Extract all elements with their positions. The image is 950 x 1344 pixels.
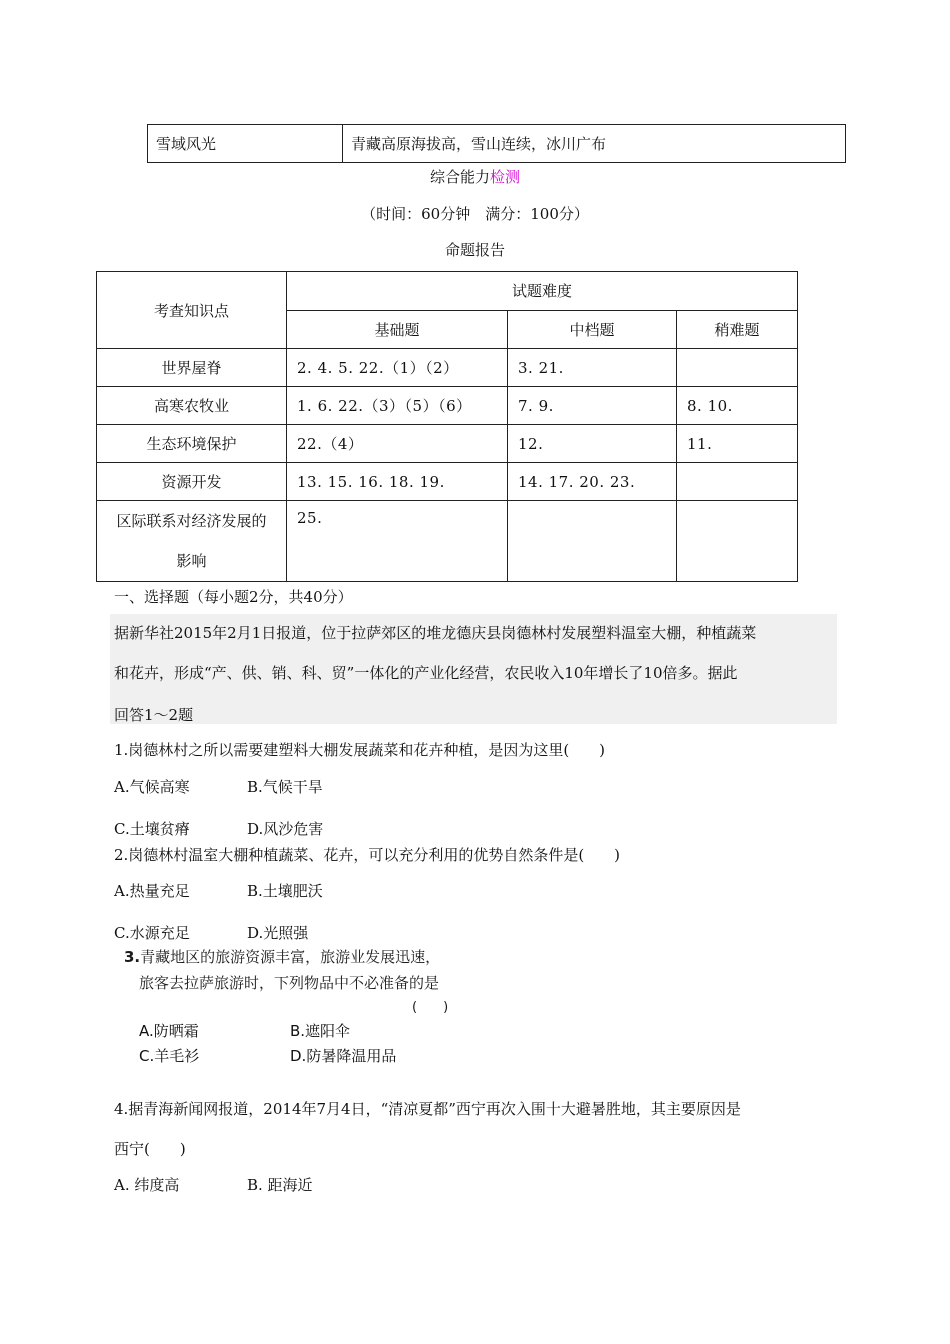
- q3-option-c: C.羊毛衫: [139, 1047, 200, 1065]
- q1-option-c: C.土壤贫瘠: [114, 820, 190, 838]
- top-table-right-cell: 青藏高原海拔高，雪山连续，冰川广布: [343, 125, 846, 163]
- passage-line1: 据新华社2015年2月1日报道，位于拉萨郊区的堆龙德庆县岗德林村发展塑料温室大棚，种植蔬菜: [114, 624, 757, 642]
- row-topic: 资源开发: [97, 463, 287, 501]
- row-topic: [97, 501, 287, 582]
- part1-heading: 一、选择题（每小题2分，共40分）: [114, 588, 353, 606]
- row-hard: [677, 501, 798, 582]
- q3-line1: [124, 946, 440, 967]
- level-hard: 稍难题: [677, 310, 798, 349]
- q2-stem: 2.岗德林村温室大棚种植蔬菜、花卉，可以充分利用的优势自然条件是( ): [114, 846, 621, 864]
- time-line: （时间：60分钟 满分：100分）: [361, 205, 589, 223]
- row-hard: [677, 463, 798, 501]
- q4-option-b: B. 距海近: [247, 1176, 313, 1194]
- row-topic-line1: 区际联系对经济发展的: [116, 512, 267, 530]
- section-title-highlight: 检测: [490, 168, 521, 186]
- row-mid: 3. 21.: [508, 349, 677, 387]
- row-hard: [677, 349, 798, 387]
- row-topic: 生态环境保护: [97, 425, 287, 463]
- row-topic: 世界屋脊: [97, 349, 287, 387]
- table-row: [97, 463, 798, 501]
- q3-line2: 旅客去拉萨旅游时，下列物品中不必准备的是: [139, 974, 440, 992]
- q2-option-b: B.土壤肥沃: [247, 882, 323, 900]
- row-basic: 13. 15. 16. 18. 19.: [287, 463, 508, 501]
- table-row: [97, 425, 798, 463]
- q1-stem: 1.岗德林村之所以需要建塑料大棚发展蔬菜和花卉种植，是因为这里( ): [114, 741, 606, 759]
- q3-option-a: A.防晒霜: [139, 1022, 199, 1040]
- passage-line3: 回答1～2题: [114, 706, 194, 724]
- q2-option-c: C.水源充足: [114, 924, 190, 942]
- report-title: 命题报告: [444, 241, 505, 259]
- q4-line1: 4.据青海新闻网报道，2014年7月4日，“清凉夏都”西宁再次入围十大避暑胜地，其主要原因是: [114, 1100, 741, 1118]
- report-table: [96, 271, 798, 582]
- row-mid: 7. 9.: [508, 387, 677, 425]
- row-topic-line2: 影响: [176, 552, 207, 570]
- q1-option-a: A.气候高寒: [114, 778, 190, 796]
- row-topic: 高寒农牧业: [97, 387, 287, 425]
- row-basic: 2. 4. 5. 22.（1）（2）: [287, 349, 508, 387]
- level-basic: 基础题: [287, 310, 508, 349]
- q4-line2: 西宁( ): [114, 1140, 186, 1158]
- q3-text-line1: 青藏地区的旅游资源丰富，旅游业发展迅速，: [140, 948, 441, 966]
- q2-option-a: A.热量充足: [114, 882, 190, 900]
- row-mid: [508, 501, 677, 582]
- table-row: [97, 387, 798, 425]
- q3-option-b: B.遮阳伞: [290, 1022, 351, 1040]
- header-difficulty: 试题难度: [287, 272, 798, 311]
- q2-option-d: D.光照强: [247, 924, 309, 942]
- row-basic: 25.: [287, 501, 508, 582]
- q4-option-a: A. 纬度高: [114, 1176, 180, 1194]
- level-mid: 中档题: [508, 310, 677, 349]
- row-mid: 14. 17. 20. 23.: [508, 463, 677, 501]
- passage-line2: 和花卉，形成“产、供、销、科、贸”一体化的产业化经营，农民收入10年增长了10倍多。据此: [114, 664, 738, 682]
- q3-number: 3.: [124, 948, 141, 966]
- q1-option-d: D.风沙危害: [247, 820, 324, 838]
- row-mid: 12.: [508, 425, 677, 463]
- table-row: [97, 501, 798, 582]
- top-table: [147, 124, 846, 163]
- row-hard: 11.: [677, 425, 798, 463]
- section-title: [0, 166, 950, 187]
- header-knowledge: 考查知识点: [97, 272, 287, 349]
- top-table-left-cell: 雪域风光: [148, 125, 343, 163]
- q3-paren: ( ): [412, 1000, 449, 1015]
- row-basic: 1. 6. 22.（3）（5）（6）: [287, 387, 508, 425]
- q3-option-d: D.防暑降温用品: [290, 1047, 397, 1065]
- section-title-main: 综合能力: [429, 168, 490, 186]
- row-hard: 8. 10.: [677, 387, 798, 425]
- row-basic: 22.（4）: [287, 425, 508, 463]
- q1-option-b: B.气候干旱: [247, 778, 323, 796]
- table-row: [97, 349, 798, 387]
